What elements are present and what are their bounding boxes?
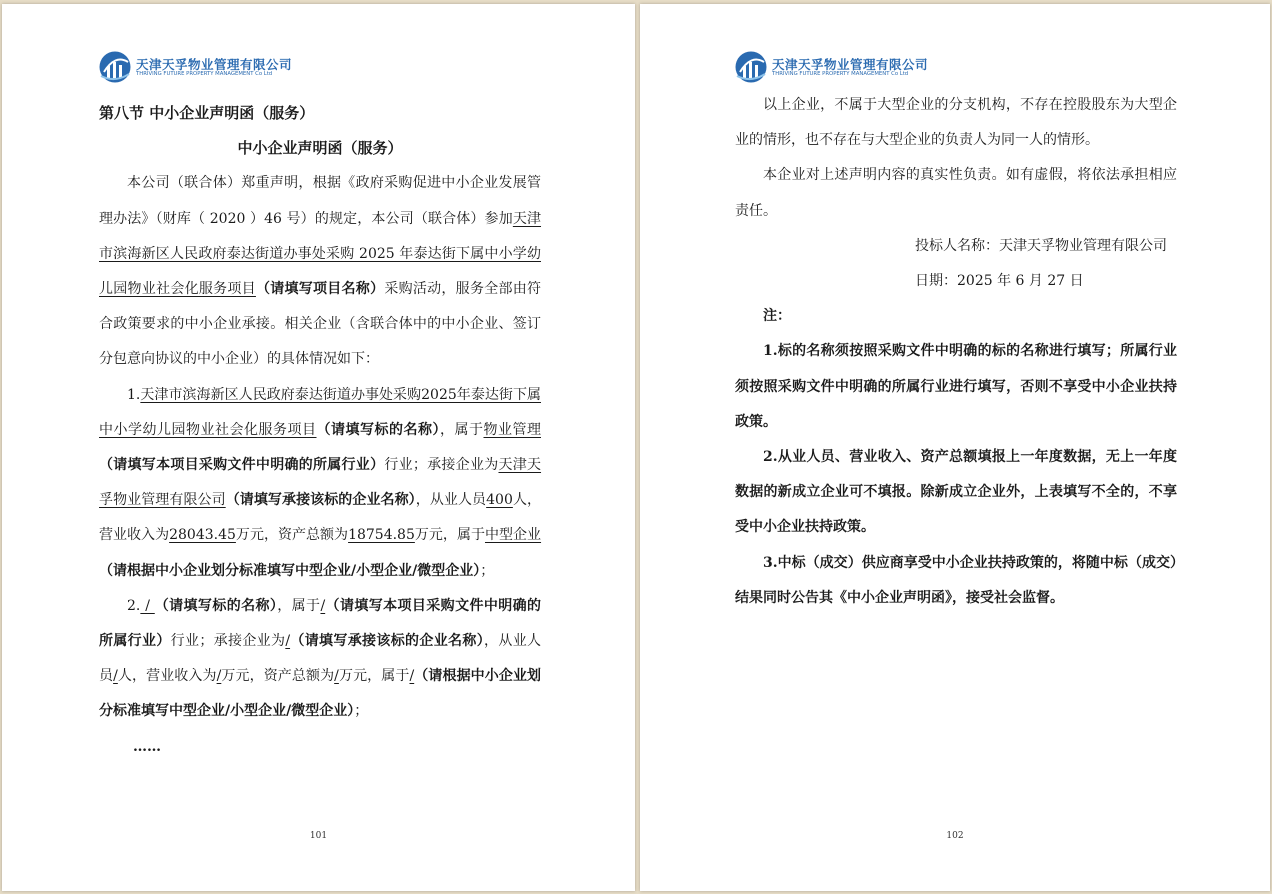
notes-title: 注： (763, 308, 791, 325)
company-logo (98, 50, 318, 84)
item-text: 人，营业收入为 (99, 492, 542, 544)
document-title: 中小企业声明函（服务） (237, 139, 403, 158)
item-industry-hint: （请填写本项目采购文件中明确的所属行业） (99, 457, 385, 474)
item-text: 万元，资产总额为 (221, 668, 335, 685)
item-size: 中型企业 (484, 527, 542, 544)
item-company: 天津天孚物业管理有限公司 (99, 457, 542, 509)
item-text: ，属于 (440, 421, 484, 438)
bidder-name: 投标人名称：天津天孚物业管理有限公司 (915, 237, 1167, 254)
company-logo (734, 50, 954, 84)
item-text: 万元，属于 (338, 668, 410, 685)
responsibility-paragraph: 本企业对上述声明内容的真实性负责。如有虚假，将依法承担相应责任。 (735, 167, 1177, 219)
item-company-hint: （请填写承接该标的企业名称） (225, 492, 416, 509)
item-text: 行业；承接企业为 (384, 457, 499, 474)
logo-company-name: 天津天孚物业管理有限公司 (136, 57, 293, 72)
item-revenue: / (216, 668, 222, 685)
item-subject-hint: （请填写标的名称） (154, 597, 278, 614)
item-text: 行业；承接企业为 (170, 633, 286, 650)
item-text: 万元，属于 (414, 527, 485, 544)
page-number: 102 (946, 831, 964, 841)
intro-text: 本公司（联合体）郑重声明，根据《政府采购促进中小企业发展管理办法》（财库（ 2020 ）46 号）的规定，本公司（联合体）参加 (99, 175, 541, 227)
item-assets: / (334, 668, 339, 685)
ellipsis: …… (133, 738, 161, 755)
section-title: 第八节 中小企业声明函（服务） (99, 104, 315, 122)
note-3: 3.中标（成交）供应商享受中小企业扶持政策的，将随中标（成交）结果同时公告其《中小企业声明函》，接受社会监督。 (735, 554, 1177, 606)
enterprise-item-1 (99, 378, 541, 589)
item-industry: 物业管理 (483, 421, 541, 438)
item-subject-name: 天津市滨海新区人民政府泰达街道办事处采购2025年泰达街下属中小学幼儿园物业社会化服务项目 (99, 386, 541, 438)
document-page-101 (2, 4, 635, 891)
note-1: 1.标的名称须按照采购文件中明确的标的名称进行填写；所属行业须按照采购文件中明确的所属行业进行填写，否则不享受中小企业扶持政策。 (735, 343, 1177, 430)
note-2: 2.从业人员、营业收入、资产总额填报上一年度数据，无上一年度数据的新成立企业可不填报。除新成立企业外，上表填写不全的，不享受中小企业扶持政策。 (735, 449, 1177, 536)
page-content (735, 88, 1177, 616)
item-industry: / (320, 597, 326, 614)
item-subject-hint: （请填写标的名称） (316, 421, 440, 438)
item-text: 人，营业收入为 (117, 668, 217, 685)
item-text: ； (354, 703, 369, 720)
item-text: ； (480, 562, 495, 579)
item-revenue: 28043.45 (169, 527, 236, 544)
item-industry-hint: （请填写本项目采购文件中明确的所属行业） (99, 597, 542, 650)
intro-paragraph (99, 166, 541, 377)
logo-company-english: THRIVING FUTURE PROPERTY MANAGEMENT Co Ltd (772, 71, 909, 77)
project-name: 天津市滨海新区人民政府泰达街道办事处采购 2025 年泰达街下属中小学幼儿园物业社会化服务项目 (99, 210, 542, 298)
item-text: ，属于 (277, 597, 321, 614)
item-number: 1. (127, 386, 141, 403)
sign-date: 日期：2025 年 6 月 27 日 (915, 273, 1084, 290)
item-text: ，从业人员 (99, 633, 542, 685)
item-size-hint: （请根据中小企业划分标准填写中型企业/小型企业/微型企业） (99, 668, 542, 720)
item-staff: 400 (486, 492, 513, 509)
intro-text-2: 采购活动，服务全部由符合政策要求的中小企业承接。相关企业（含联合体中的中小企业、签订分包意向协议的中小企业）的具体情况如下： (99, 281, 542, 368)
item-company-hint: （请填写承接该标的企业名称） (290, 633, 485, 650)
declaration-paragraph: 以上企业，不属于大型企业的分支机构，不存在控股股东为大型企业的情形，也不存在与大型企业的负责人为同一人的情形。 (735, 97, 1177, 149)
company-logo-icon (98, 50, 132, 84)
item-size-hint: （请根据中小企业划分标准填写中型企业/小型企业/微型企业） (99, 562, 481, 579)
logo-company-name: 天津天孚物业管理有限公司 (772, 57, 929, 72)
item-size: / (409, 668, 415, 685)
item-subject-name: / (140, 597, 155, 614)
item-number: 2. (127, 597, 141, 614)
item-text: 万元，资产总额为 (235, 527, 349, 544)
item-assets: 18754.85 (348, 527, 415, 544)
page-content (99, 96, 541, 765)
item-text: ，从业人员 (415, 492, 487, 509)
document-page-102 (640, 4, 1270, 891)
page-number: 101 (309, 831, 328, 841)
project-name-hint: （请填写项目名称） (255, 281, 385, 298)
company-logo-icon (734, 50, 768, 84)
item-staff: / (113, 668, 118, 685)
enterprise-item-2 (99, 589, 541, 730)
logo-company-english: THRIVING FUTURE PROPERTY MANAGEMENT Co Ltd (136, 71, 273, 77)
item-company: / (285, 633, 291, 650)
